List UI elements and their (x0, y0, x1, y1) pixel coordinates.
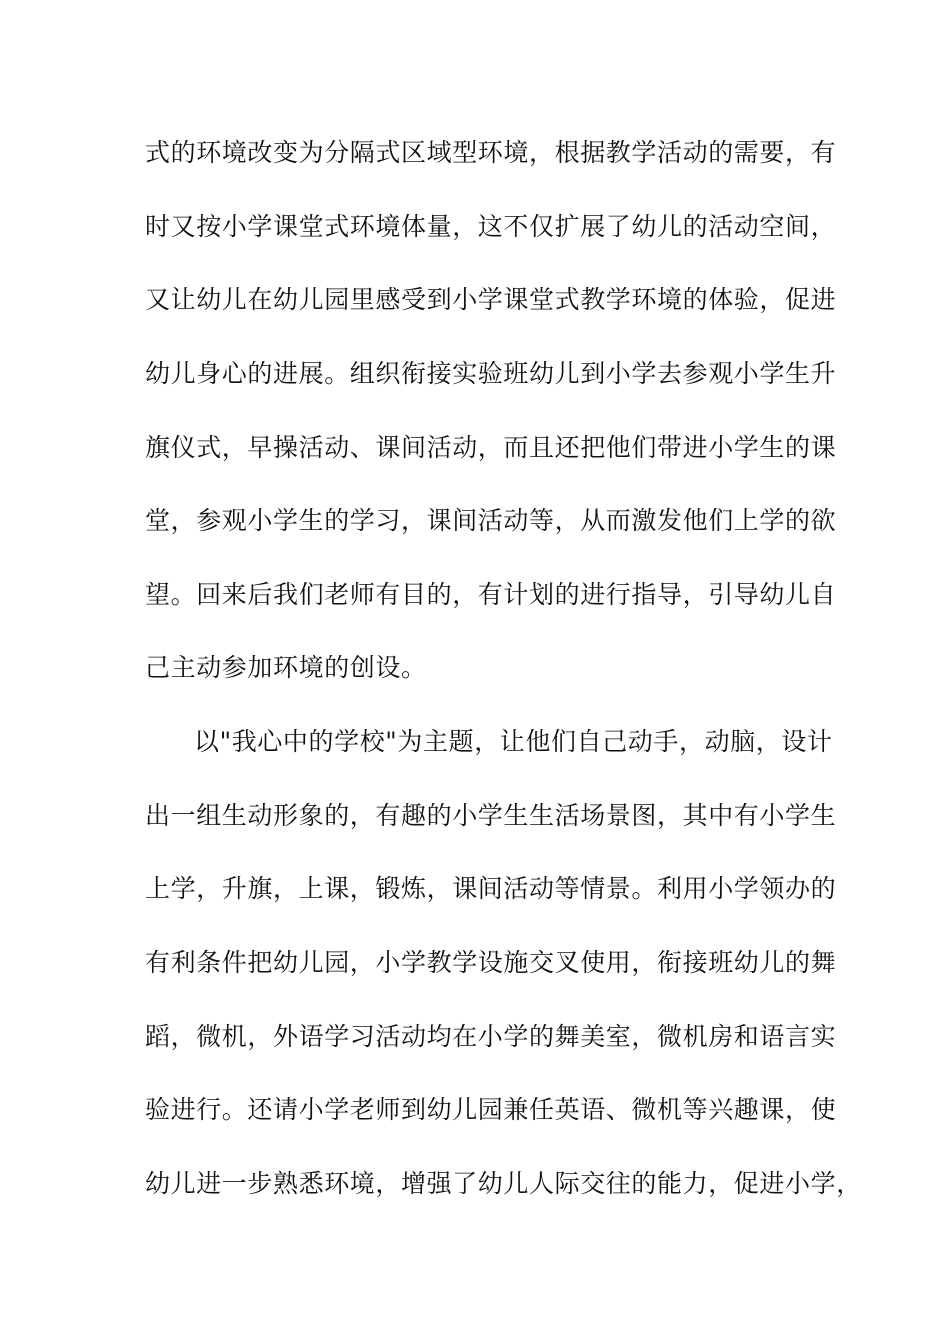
paragraph-2-line-1: 以"我心中的学校"为主题，让他们自己动手，动脑，设计 (194, 727, 833, 756)
paragraph-1-line-8: 己主动参加环境的创设。 (145, 653, 427, 682)
paragraph-1-line-7: 望。回来后我们老师有目的，有计划的进行指导，引导幼儿自 (145, 580, 837, 609)
paragraph-1-line-1: 式的环境改变为分隔式区域型环境，根据教学活动的需要，有 (145, 138, 837, 167)
paragraph-2-line-4: 有利条件把幼儿园，小学教学设施交叉使用，衔接班幼儿的舞 (145, 948, 837, 977)
paragraph-1-line-6: 堂，参观小学生的学习，课间活动等，从而激发他们上学的欲 (145, 506, 837, 535)
paragraph-1-line-3: 又让幼儿在幼儿园里感受到小学课堂式教学环境的体验，促进 (145, 285, 837, 314)
paragraph-2-line-7: 幼儿进一步熟悉环境，增强了幼儿人际交往的能力，促进小学， (145, 1169, 862, 1198)
paragraph-1-line-2: 时又按小学课堂式环境体量，这不仅扩展了幼儿的活动空间， (145, 212, 837, 241)
paragraph-2-line-2: 出一组生动形象的，有趣的小学生生活场景图，其中有小学生 (145, 801, 837, 830)
paragraph-1-line-5: 旗仪式，早操活动、课间活动，而且还把他们带进小学生的课 (145, 433, 837, 462)
paragraph-2-line-5: 蹈，微机，外语学习活动均在小学的舞美室，微机房和语言实 (145, 1022, 837, 1051)
paragraph-1-line-4: 幼儿身心的进展。组织衔接实验班幼儿到小学去参观小学生升 (145, 359, 837, 388)
paragraph-2-line-3: 上学，升旗，上课，锻炼，课间活动等情景。利用小学领办的 (145, 874, 837, 903)
paragraph-2-line-6: 验进行。还请小学老师到幼儿园兼任英语、微机等兴趣课，使 (145, 1095, 837, 1124)
